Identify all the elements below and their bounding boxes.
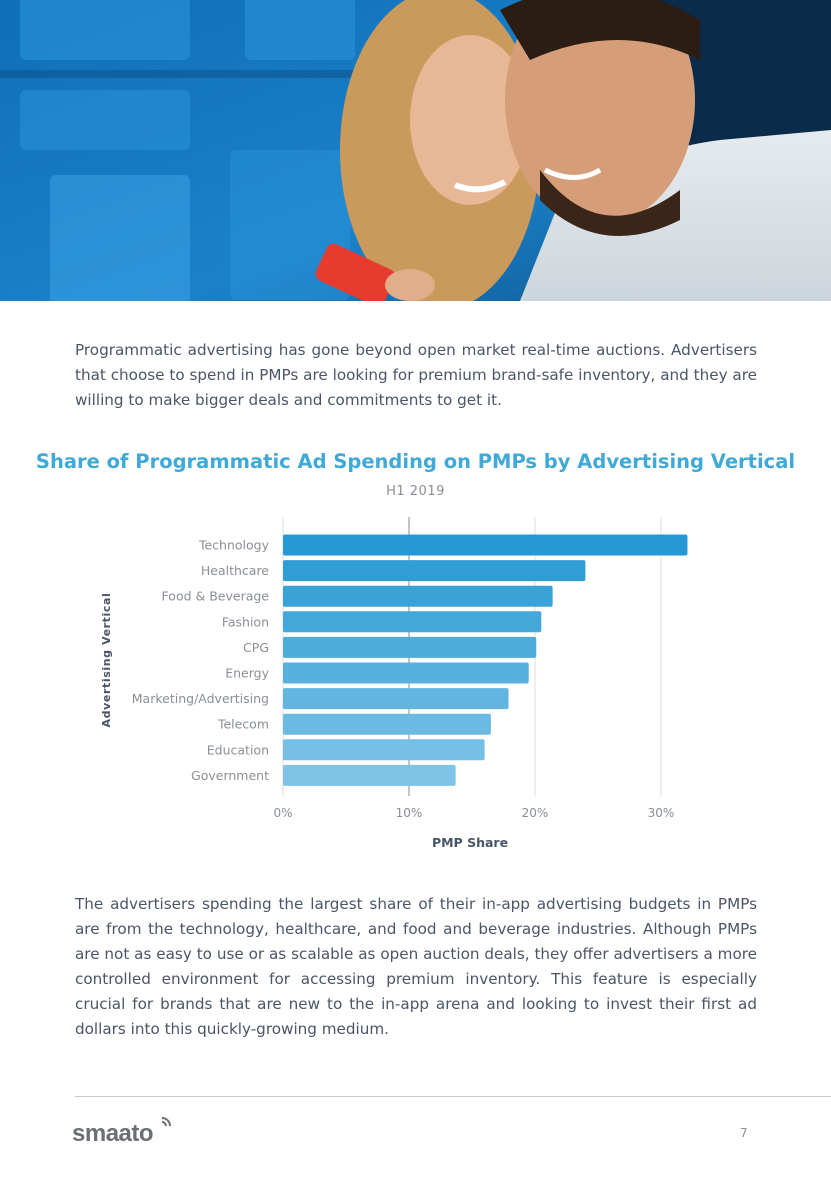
- category-label: Fashion: [221, 614, 269, 630]
- x-tick-label: 0%: [273, 806, 293, 820]
- bar: [283, 688, 509, 709]
- bar: [283, 586, 553, 607]
- y-axis-title: Advertising Vertical: [100, 592, 113, 728]
- category-label: Government: [191, 767, 269, 783]
- bar: [283, 535, 687, 556]
- bar: [283, 714, 491, 735]
- x-tick-label: 30%: [647, 806, 675, 820]
- page-number: 7: [740, 1126, 748, 1140]
- category-label: Education: [206, 742, 269, 758]
- chart-subtitle: H1 2019: [386, 484, 445, 499]
- smaato-logo: [70, 1116, 180, 1153]
- intro-paragraph: Programmatic advertising has gone beyond open market real-time auctions. Advertisers that choose to spend in PMPs are looking for premium brand-safe inventory, and they are willing to make bigger deals and commitments to get it.: [75, 341, 757, 409]
- category-label: Healthcare: [200, 563, 269, 579]
- x-axis-title: PMP Share: [431, 835, 509, 850]
- bar: [283, 765, 456, 786]
- bar: [283, 611, 541, 632]
- category-label: Food & Beverage: [161, 588, 269, 604]
- logo-wordmark: smaato: [72, 1120, 154, 1147]
- body-paragraph: The advertisers spending the largest share of their in-app advertising budgets in PMPs are from the technology, healthcare, and food and beverage industries. Although PMPs are not as easy to use or as scalable as open auction deals, they offer advertisers a more controlled environment for accessing premium inventory. This feature is especially crucial for brands that are new to the in-app arena and looking to invest their first ad dollars into this quickly-growing medium.: [75, 895, 757, 1038]
- bar: [283, 663, 529, 684]
- category-label: Technology: [198, 537, 269, 553]
- bar: [283, 637, 536, 658]
- bar: [283, 739, 485, 760]
- category-label: Telecom: [217, 716, 269, 732]
- chart-title: Share of Programmatic Ad Spending on PMPs by Advertising Vertical: [35, 450, 796, 473]
- category-label: CPG: [243, 639, 269, 655]
- category-label: Energy: [225, 665, 269, 681]
- footer-divider: [75, 1096, 831, 1097]
- category-label: Marketing/Advertising: [131, 691, 269, 707]
- x-tick-label: 20%: [521, 806, 549, 820]
- x-tick-label: 10%: [395, 806, 423, 820]
- bar: [283, 560, 585, 581]
